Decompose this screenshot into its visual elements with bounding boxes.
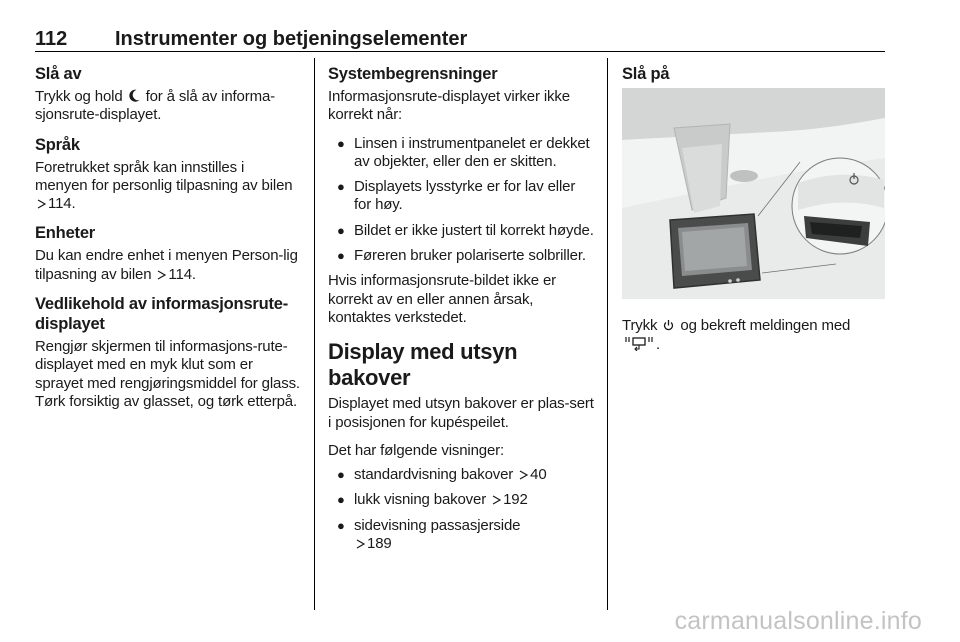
list-item: ● lukk visning bakover 192 (337, 491, 528, 509)
list-item-text: Linsen i instrumentpanelet er dekket av objekter, eller den er skitten. (354, 134, 590, 170)
list-item: ● standardvisning bakover 40 (337, 466, 547, 484)
list-item-text: Bildet er ikke justert til korrekt høyde. (354, 221, 594, 239)
page-reference[interactable]: 114. (168, 265, 196, 283)
column-divider (607, 58, 608, 610)
column-right (622, 64, 885, 365)
header-rule (35, 51, 885, 52)
text-run: . (656, 336, 661, 354)
paragraph-limitations-intro: Informasjonsrute-displayet virker ikke korrekt når: (328, 88, 570, 124)
heading-off: Slå av (35, 65, 82, 83)
list-item-text: Føreren bruker polariserte solbriller. (354, 247, 586, 265)
list-item: ● Føreren bruker polariserte solbriller. (337, 247, 586, 265)
rearview-display-illustration (622, 88, 885, 299)
page-reference[interactable]: 114. (48, 195, 76, 213)
page-reference[interactable]: 189 (367, 535, 392, 553)
watermark: carmanualsonline.info (674, 607, 922, 635)
text-run: og bekreft meldingen med (676, 317, 851, 334)
list-item: ● sidevisning passasjerside 189 (337, 516, 521, 553)
page-number: 112 (35, 28, 68, 50)
text-run: Du kan endre enhet i menyen Person-lig tilpasning av bilen (35, 247, 298, 283)
power-icon (663, 319, 674, 332)
heading-language: Språk (35, 135, 80, 154)
paragraph-maintenance: Rengjør skjermen til informasjons-rute-displayet med en myk klut som er sprayet med rengjøringsmiddel for glass. Tørk forsiktig av glasset, og tørk etterpå. (35, 338, 300, 410)
page-reference-icon (157, 270, 166, 280)
heading-on: Slå på (622, 65, 670, 83)
list-item: ● Displayets lysstyrke er for lav eller for høy. (337, 178, 576, 214)
page-reference-icon (492, 495, 501, 505)
limitations-list (328, 135, 594, 266)
moon-icon (129, 89, 140, 103)
list-item: ● Linsen i instrumentpanelet er dekket av objekter, eller den er skitten. (337, 134, 590, 170)
heading-units: Enheter (35, 224, 96, 243)
page-reference[interactable]: 192 (503, 491, 528, 509)
list-item-text: Displayets lysstyrke er for lav eller for høy. (354, 178, 576, 214)
paragraph-language (35, 159, 300, 214)
text-run: Foretrukket språk kan innstilles i menyen for personlig tilpasning av bilen (35, 158, 293, 194)
page-reference-icon (356, 539, 365, 549)
list-item-text: lukk visning bakover (354, 491, 491, 509)
page-reference-icon (519, 470, 528, 480)
page-reference-icon (37, 199, 46, 209)
paragraph-units (35, 247, 300, 284)
illustration-drawing (622, 88, 885, 299)
column-middle (328, 64, 594, 560)
views-list (328, 466, 594, 553)
paragraph-off (35, 88, 300, 125)
heading-limitations: Systembegrensninger (328, 65, 498, 83)
text-run: Trykk (622, 317, 662, 334)
column-divider (314, 58, 315, 610)
list-item-text: standardvisning bakover (354, 466, 518, 484)
confirm-icon (624, 335, 654, 351)
heading-maintenance: Vedlikehold av informasjonsrute-displayet (35, 295, 289, 334)
paragraph-limitations-outro: Hvis informasjonsrute-bildet ikke er korrekt av en eller annen årsak, kontaktes verkstedet. (328, 272, 557, 326)
list-item-text: sidevisning passasjerside (354, 516, 521, 534)
column-left (35, 64, 300, 421)
heading-rearview-display: Display med utsyn bakover (328, 339, 518, 391)
list-item: ● Bildet er ikke justert til korrekt høyde. (337, 221, 594, 239)
page-header (35, 28, 885, 52)
page-title: Instrumenter og betjeningselementer (115, 28, 468, 50)
text-run: Trykk og hold (35, 88, 127, 105)
text-run: for å slå av informa-sjonsrute-displayet. (35, 88, 275, 124)
paragraph-on (622, 317, 885, 355)
paragraph-rearview-2: Det har følgende visninger: (328, 441, 505, 459)
page-reference[interactable]: 40 (530, 466, 547, 484)
paragraph-rearview-1: Displayet med utsyn bakover er plas-sert i posisjonen for kupéspeilet. (328, 395, 594, 431)
